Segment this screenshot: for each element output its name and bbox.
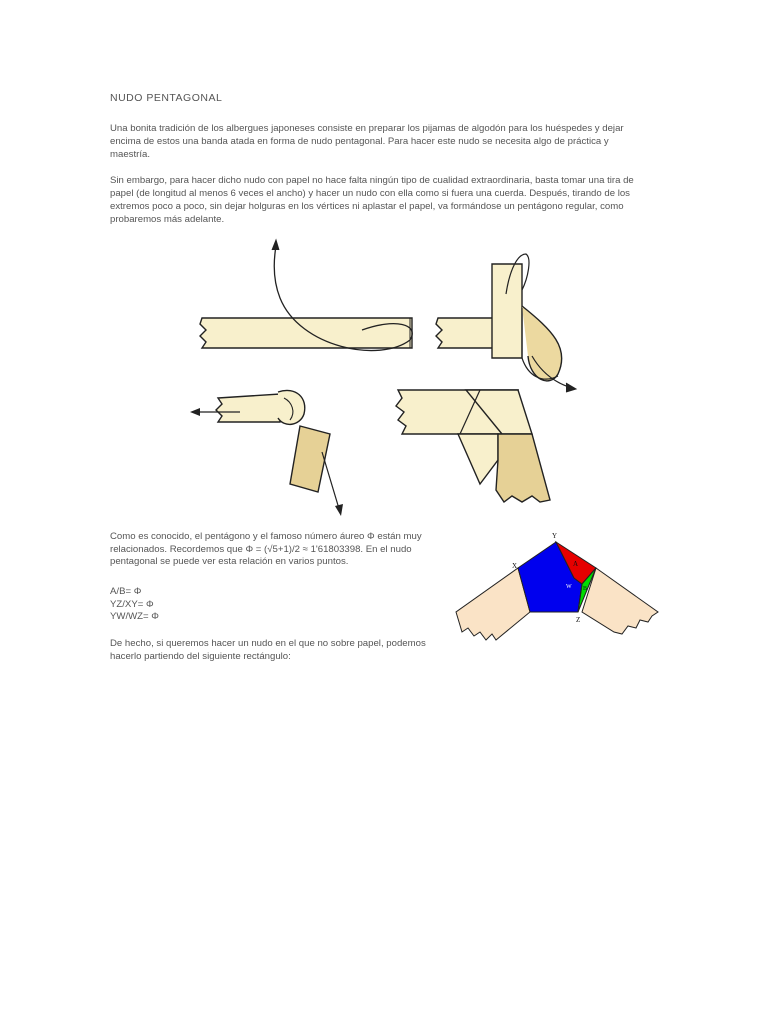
ratio-yw-wz: YW/WZ= Φ xyxy=(110,611,159,622)
label-y: Y xyxy=(552,532,558,540)
ratio-list xyxy=(110,586,455,624)
knot-step-1 xyxy=(200,240,412,351)
page-title: NUDO PENTAGONAL xyxy=(110,92,223,104)
paragraph-instructions: Sin embargo, para hacer dicho nudo con papel no hace falta ningún tipo de cualidad extraordinaria, basta tomar una tira de papel (de longitud al menos 6 veces el ancho) y hacer un nudo con ella como si fuera una cuerda. Después, tirando de los extremos poco a poco, sin dejar holguras en los vértices ni aplastar el papel, va formándose un pentágono regular, como probaremos más adelante. xyxy=(110,175,634,225)
label-z: Z xyxy=(576,616,581,624)
paragraph-rectangle: De hecho, si queremos hacer un nudo en el que no sobre papel, podemos hacerlo partiendo del siguiente rectángulo: xyxy=(110,638,426,662)
paragraph-intro: Una bonita tradición de los albergues japoneses consiste en preparar los pijamas de algodón para los huéspedes y dejar encima de estos una banda atada en forma de nudo pentagonal. Para hacer este nudo se necesita algo de práctica y maestría. xyxy=(110,123,624,160)
label-b: B xyxy=(583,586,588,592)
knot-steps-illustration xyxy=(180,238,600,518)
knot-step-4 xyxy=(396,390,550,502)
knot-step-3 xyxy=(190,390,343,516)
arrow-down-icon xyxy=(322,452,340,512)
label-x: X xyxy=(512,562,518,570)
pentagon-ratio-diagram xyxy=(452,528,662,648)
ratio-yz-xy: YZ/XY= Φ xyxy=(110,598,154,610)
label-w: W xyxy=(566,584,572,590)
ratio-a-b: A/B= Φ xyxy=(110,586,142,597)
paragraph-golden-ratio: Como es conocido, el pentágono y el famoso número áureo Φ están muy relacionados. Recordemos que Φ = (√5+1)/2 ≈ 1'61803398. En el nudo pentagonal se puede ver esta relación en varios puntos. xyxy=(110,531,422,567)
knot-step-2 xyxy=(436,254,576,392)
label-a: A xyxy=(573,560,579,568)
